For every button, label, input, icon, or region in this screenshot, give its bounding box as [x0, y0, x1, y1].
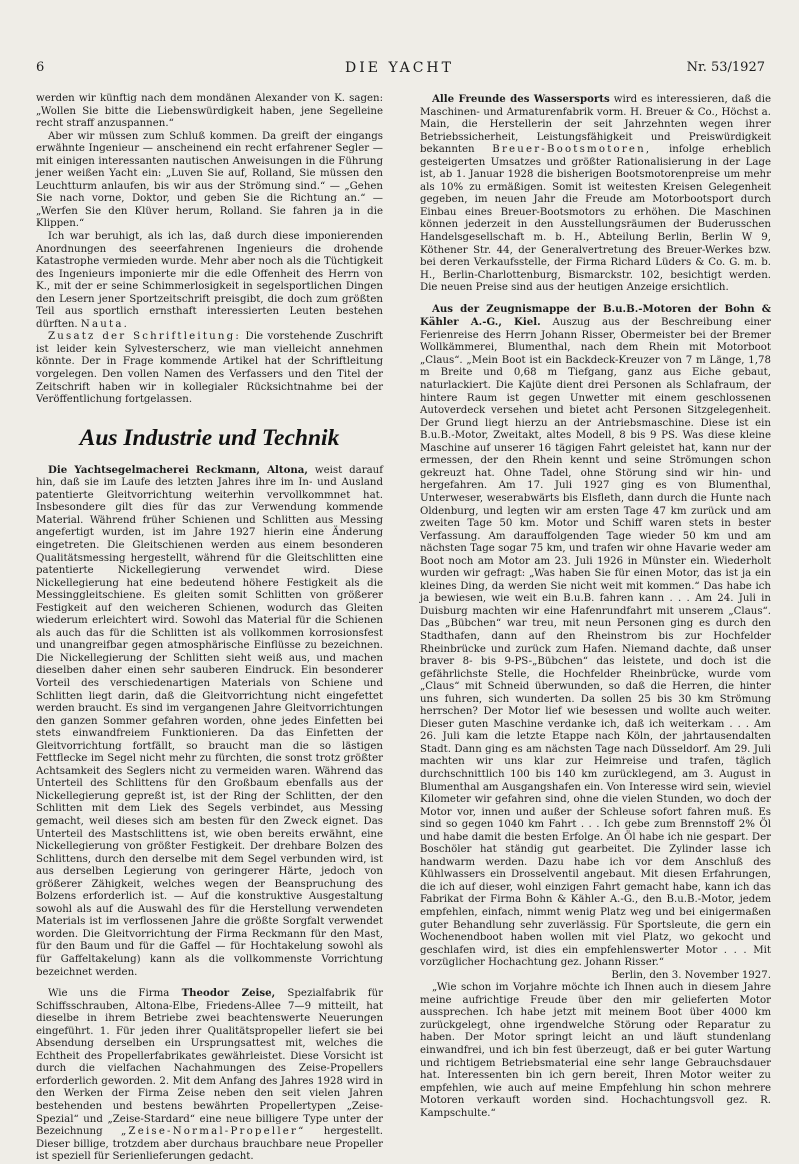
editorial-note-lead: Zusatz der Schriftleitung:	[48, 331, 242, 343]
product-name: Breuer-Bootsmotoren,	[492, 144, 652, 156]
issue-number: Nr. 53/1927	[686, 60, 765, 75]
paragraph	[36, 231, 383, 331]
product-name: „Zeise-Normal-Propeller“	[120, 1126, 306, 1138]
author-signature: Nauta.	[80, 318, 130, 330]
news-item-lead: Alle Freunde des Wassersports	[432, 93, 610, 105]
news-item-lead: Aus der Zeugnismappe der B.u.B.-Motoren der Bohn & Kähler A.-G., Kiel.	[420, 302, 771, 329]
news-item	[36, 464, 383, 979]
right-column	[420, 93, 771, 1120]
news-item-text: Spezialfabrik für Schiffsschrauben, Altona-Elbe, Friedens-Allee 7—9 mitteilt, hat dieselbe in ihrem Betriebe zwei beachtenswerte Neuerungen eingeführt. 1. Für jeden ihrer Qualitätspropeller liefert sie bei Absendung derselben ein Ursprungsattest mit, welches die Echtheit des Propellerfabrikates gewährleistet. Diese Vorsicht ist durch die vielfachen Nachahmungen des Zeise-Propellers erforderlich geworden. 2. Mit dem Anfang des Jahres 1928 wird in den Werken der Firma Zeise neben den seit vielen Jahren bestehenden und bestens bewährten Propellertypen „Zeise-Spezial“ und „Zeise-Stardard“ eine neue billigere Type unter der Bezeichnung	[36, 988, 383, 1138]
letter-date: Berlin, den 3. November 1927.	[611, 969, 771, 981]
news-item	[420, 303, 771, 970]
paragraph: werden wir künftig nach dem mondänen Alexander von K. sagen: „Wollen Sie bitte die Liebenswürdigkeit haben, jene Segelleine recht straff anzuspannen.“	[36, 93, 383, 130]
page-number: 6	[36, 60, 45, 75]
news-item-text: wird es interessieren, daß die Maschinen- und Armaturenfabrik vorm. H. Breuer & Co., Höchst a. Main, die Herstellerin der seit Jahrzehnten wegen ihrer Betriebssicherheit, Leistungsfähigkeit und Preiswürdigkeit bekannten	[420, 94, 771, 156]
news-item	[36, 987, 383, 1164]
testimonial-letter: „Wie schon im Vorjahre möchte ich Ihnen auch in diesem Jahre meine aufrichtige Freude über den mir gelieferten Motor aussprechen. Ich habe jetzt mit meinem Boot über 4000 km zurückgelegt, ohne irgendwelche Störung oder Reparatur zu haben. Der Motor springt leicht an und läuft stundenlang einwandfrei, und ich bin fest überzeugt, daß er bei guter Wartung und richtigem Betriebsmaterial eine sehr lange Gebrauchsdauer hat. Interessenten bin ich gern bereit, Ihren Motor weiter zu empfehlen, wie auch auf meine Empfehlung hin schon mehrere Motoren verkauft worden sind. Hochachtungsvoll gez. R. Kampschulte.“	[420, 982, 771, 1119]
news-item-text: Auszug aus der Beschreibung einer Ferienreise des Herrn Johann Risser, Obermeister bei der Bremer Wollkämmerei, Blumenthal, nach dem Rhein mit Motorboot „Claus“. „Mein Boot ist ein Backdeck-Kreuzer von 7 m Länge, 1,78 m Breite und 0,68 m Tiefgang, ganz aus Eiche gebaut, naturlackiert. Die Kajüte dient drei Personen als Schlafraum, der hintere Raum ist gegen Unwetter mit einem geschlossenen Autoverdeck versehen und bietet acht Personen Sitzgelegenheit. Der Grund liegt hierzu an der Antriebsmaschine. Diese ist ein B.u.B.-Motor, Zweitakt, altes Modell, 8 bis 9 PS. Was diese kleine Maschine auf unserer 16 tägigen Fahrt geleistet hat, kann nur der ermessen, der den Rhein kennt und seine Strömungen schon gekreuzt hat. Ohne Tadel, ohne Störung sind wir hin- und hergefahren. Am 17. Juli 1927 ging es von Blumenthal, Unterweser, weserabwärts bis Elsfleth, dann durch die Hunte nach Oldenburg, und legten wir am ersten Tage 47 km zurück und am zweiten Tage 50 km. Motor und Schiff waren stets in bester Verfassung. Am darauffolgenden Tage wieder 50 km und am nächsten Tage sogar 75 km, und trafen wir ohne Havarie weder am Boot noch am Motor am 23. Juli 1926 in Münster ein. Wiederholt wurden wir gefragt: „Was haben Sie für einen Motor, das ist ja ein kleines Ding, da werden Sie nicht weit mit kommen.“ Das habe ich ja bewiesen, wie weit ein B.u.B. fahren kann . . . Am 24. Juli in Duisburg machten wir eine Hafenrundfahrt mit unserem „Claus“. Das „Bübchen“ war treu, mit neun Personen ging es durch den Stadthafen, dann auf den Rheinstrom bis zur Hochfelder Rheinbrücke und zurück zum Hafen. Niemand dachte, daß unser braver 8- bis 9-PS-„Bübchen“ das leistete, und doch ist die gefährlichste Stelle, die Hochfelder Rheinbrücke, wurde vom „Claus“ mit Schneid überwunden, so daß die Herren, die hinter uns fuhren, sich wunderten. Da sollen 25 bis 30 km Strömung herrschen? Der Motor lief wie besessen und wollte auch weiter. Dieser guten Maschine verdanke ich, daß ich weiterkam . . . Am 26. Juli kam die letzte Etappe nach Köln, der jahrtausendalten Stadt. Dann ging es am nächsten Tage nach Düsseldorf. Am 29. Juli machten wir uns klar zur Heimreise und trafen, täglich durchschnittlich 100 bis 140 km zurücklegend, am 3. August in Blumenthal am Ausgangshafen ein. Von Interesse wird sein, wieviel Kilometer wir gefahren sind, ohne die vielen Stunden, wo doch der Motor vor, innen und außer der Schleuse sofort fahren muß. Es sind so gegen 1040 km Fahrt . . . Ich gebe zum Brennstoff 2% Öl und habe damit die besten Erfolge. An Öl habe ich nie gespart. Der Boschöler hat ständig gut gearbeitet. Die Zylinder lasse ich handwarm werden. Dazu habe ich vor dem Anschluß des Kühlwassers ein Drosselventil angebaut. Mit diesen Erfahrungen, die ich auf dieser, wohl einzigen Fahrt gemacht habe, kann ich das Fabrikat der Firma Bohn & Kähler A.-G., den B.u.B.-Motor, jedem empfehlen, einfach, nimmt wenig Platz weg und bei einigermaßen guter Behandlung sehr zuverlässig. Für Sportsleute, die gern ein Wochenendboot haben wollen mit viel Platz, wo gekocht und geschlafen wird, ist dies ein empfehlenswerter Motor . . . Mit vorzüglicher Hochachtung gez. Johann Risser.“	[420, 317, 771, 969]
section-heading: Aus Industrie und Technik	[79, 424, 340, 451]
company-name: Theodor Zeise,	[181, 987, 276, 1000]
editorial-note	[36, 331, 383, 406]
editorial-note-text: Die vorstehende Zuschrift ist leider kein Sylvesterscherz, wie man vielleicht annehmen könnte. Der in Frage kommende Artikel hat der Schriftleitung vorgelegen. Den vollen Namen des Verfassers und den Titel der Zeitschrift haben wir in kollegialer Rücksichtnahme bei der Veröffentlichung fortgelassen.	[36, 331, 383, 406]
news-item-text: hergestellt. Dieser billige, trotzdem aber durchaus brauchbare neue Propeller ist speziell für Serienlieferungen gedacht.	[36, 1126, 383, 1163]
news-item	[420, 93, 771, 295]
left-column	[36, 93, 383, 1164]
news-item-text: Wie uns die Firma	[48, 988, 182, 1000]
company-name: Die Yachtsegelmacherei Reckmann, Altona,	[48, 463, 308, 476]
magazine-title: DIE YACHT	[345, 60, 454, 76]
news-item-text: infolge erheblich gesteigerten Umsatzes und größter Rationalisierung in der Lage ist, ab 1. Januar 1928 die bisherigen Bootsmotorenpreise um mehr als 10% zu ermäßigen. Somit ist weitesten Kreisen Gelegenheit gegeben, im neuen Jahr die Freude am Motorbootsport durch Einbau eines Breuer-Bootsmotors zu erhöhen. Die Maschinen können jederzeit in den Ausstellungsräumen der Buderusschen Handelsgesellschaft m. b. H., Abteilung Berlin, Berlin W 9, Köthener Str. 44, der Generalvertretung des Breuer-Werkes bzw. bei deren Verkaufsstelle, der Firma Richard Lüders & Co. G. m. b. H., Berlin-Charlottenburg, Bismarckstr. 102, besichtigt werden. Die neuen Preise sind aus der heutigen Anzeige ersichtlich.	[420, 144, 771, 294]
news-item-text: weist darauf hin, daß sie im Laufe des letzten Jahres ihre im In- und Ausland patentierte Gleitvorrichtung weiterhin vervollkommnet hat. Insbesondere gilt dies für das zur Verwendung kommende Material. Während früher Schienen und Schlitten aus Messing angefertigt wurden, ist im Jahre 1927 hierin eine Änderung eingetreten. Die Gleitschienen werden aus einem besonderen Qualitätsmessing hergestellt, während für die Gleitschlitten eine patentierte Nickellegierung verwendet wird. Diese Nickellegierung hat eine bedeutend höhere Festigkeit als die Messinggleitschiene. Es gleiten somit Schlitten von größerer Festigkeit auf den weicheren Schienen, wodurch das Gleiten wiederum erleichtert wird. Sowohl das Material für die Schienen als auch das für die Schlitten ist als vollkommen korrosionsfest und unangreifbar gegen atmosphärische Einflüsse zu bezeichnen. Die Nickellegierung der Schlitten sieht weiß aus, und machen dieselben daher einen sehr sauberen Eindruck. Ein besonderer Vorteil des verschiedenartigen Materials von Schiene und Schlitten liegt darin, daß die Gleitvorrichtung nicht eingefettet werden braucht. Es sind im vergangenen Jahre Gleitvorrichtungen den ganzen Sommer gefahren worden, ohne jedes Einfetten bei stets einwandfreiem Funktionieren. Da das Einfetten der Gleitvorrichtung fortfällt, so braucht man die so lästigen Fettflecke im Segel nicht mehr zu fürchten, die sonst trotz größter Achtsamkeit des Seglers nicht zu vermeiden waren. Während das Unterteil des Schlittens für den Großbaum ebenfalls aus der Nickellegierung gepreßt ist, ist der Ring der Schlitten, der den Schlitten mit dem Liek des Segels verbindet, aus Messing gemacht, weil dieses sich am besten für den Zweck eignet. Das Unterteil des Mastschlittens ist, wie oben bereits erwähnt, eine Nickellegierung von größter Festigkeit. Der drehbare Bolzen des Schlittens, durch den derselbe mit dem Segel verbunden wird, ist aus derselben Legierung von geringerer Härte, jedoch von größerer Zähigkeit, welches wegen der Beanspruchung des Bolzens erforderlich ist. — Auf die konstruktive Ausgestaltung sowohl als auf die Auswahl des für die Herstellung verwendeten Materials ist im verflossenen Jahre die größte Sorgfalt verwendet worden. Die Gleitvorrichtung der Firma Reckmann für den Mast, für den Baum und für die Gaffel — für Hochtakelung sowohl als für Gaffeltakelung) kann als die vollkommenste Vorrichtung bezeichnet werden.	[36, 464, 383, 978]
paragraph-text: Ich war beruhigt, als ich las, daß durch diese imponierenden Anordnungen des seeerfahrenen Ingenieurs die drohende Katastrophe vermieden wurde. Mehr aber noch als die Tüchtigkeit des Ingenieurs imponierte mir die edle Offenheit des Herrn von K., mit der er seine Schimmerlosigkeit in segelsportlichen Dingen den Lesern jener Sportzeitschrift preisgibt, die doch zum größten Teil aus sportlich ernsthaft interessierten Leuten bestehen dürften.	[36, 231, 383, 330]
paragraph: Aber wir müssen zum Schluß kommen. Da greift der eingangs erwähnte Ingenieur — anscheinend ein recht erfahrener Segler — mit einigen interessanten nautischen Anweisungen in die Führung jener weißen Yacht ein: „Luven Sie auf, Rolland, Sie müssen den Leuchtturm anlaufen, bis wir aus der Strömung sind.“ — „Gehen Sie nach vorne, Doktor, und geben Sie die Richtung an.“ — „Werfen Sie den Klüver herum, Rolland. Sie fahren ja in die Klippen.“	[36, 130, 383, 230]
